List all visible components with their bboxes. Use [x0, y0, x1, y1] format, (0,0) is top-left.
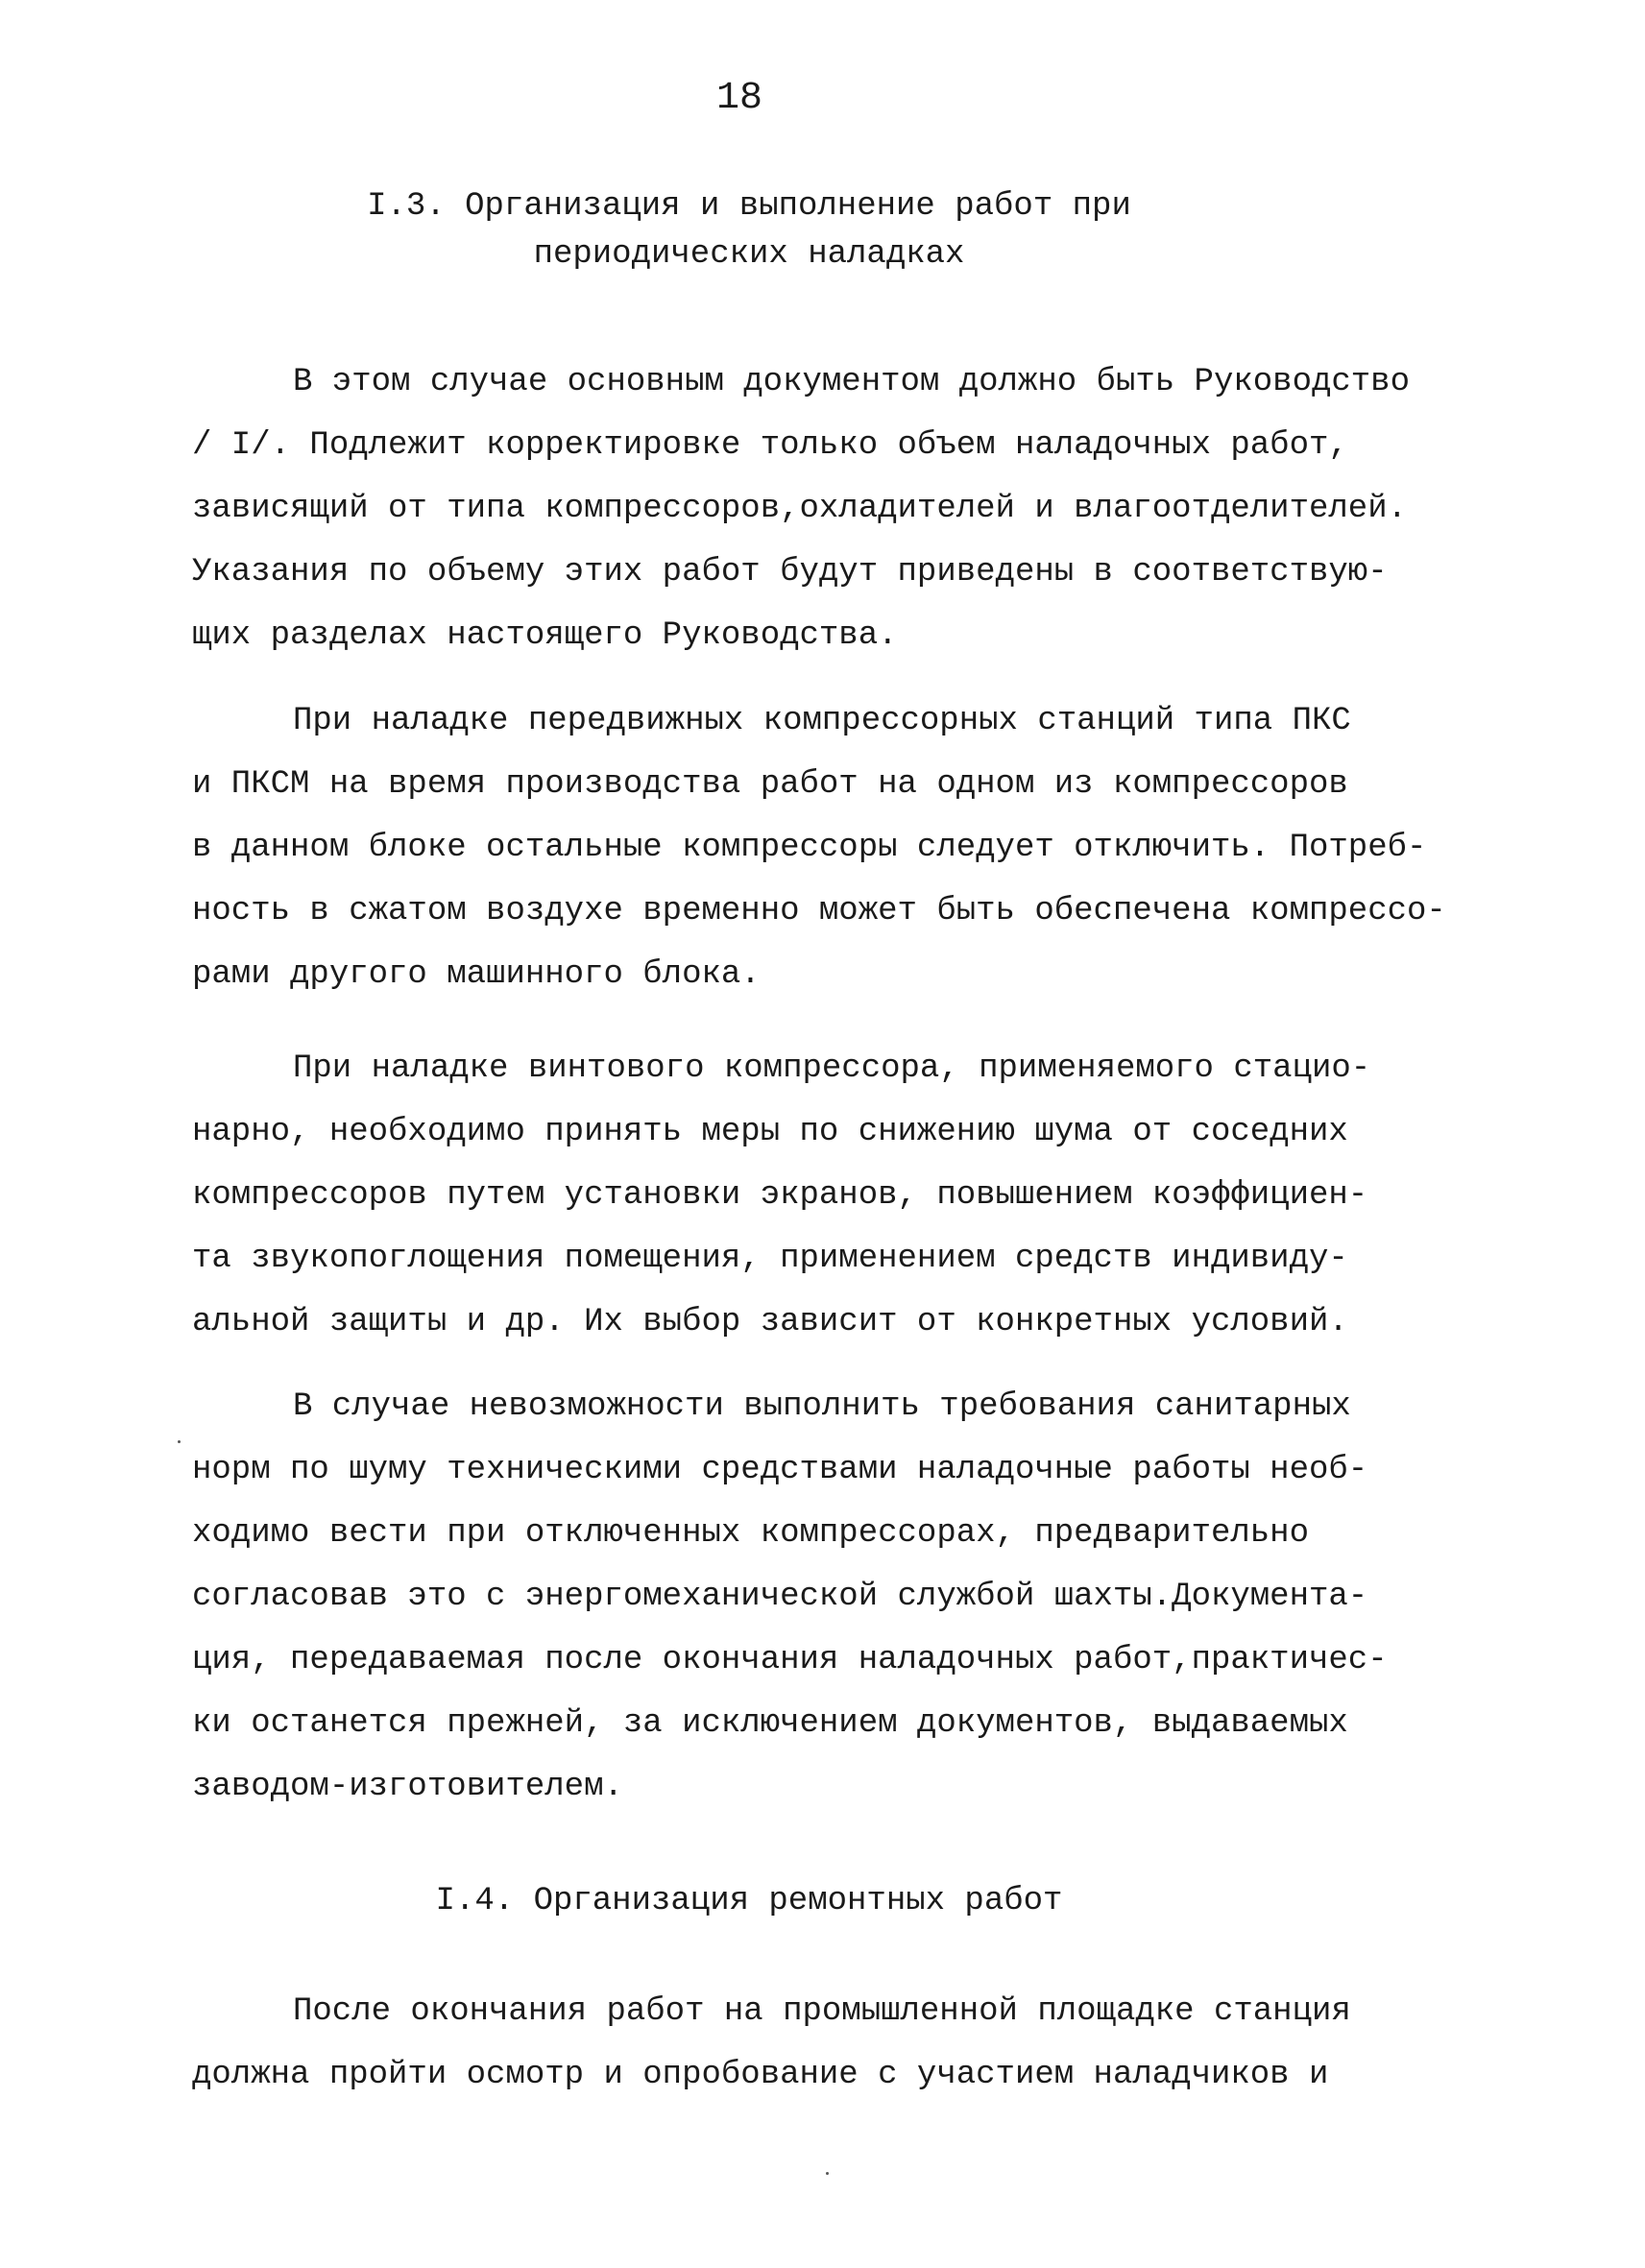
text-line: В этом случае основным документом должно быть Руководство [293, 364, 1410, 400]
text-line: альной защиты и др. Их выбор зависит от конкретных условий. [192, 1304, 1348, 1340]
text-line: При наладке винтового компрессора, применяемого стацио- [293, 1050, 1371, 1087]
text-line: норм по шуму техническими средствами наладочные работы необ- [192, 1452, 1368, 1488]
text-line: и ПКСМ на время производства работ на одном из компрессоров [192, 766, 1348, 803]
paragraph-2 [192, 689, 1460, 1006]
text-line: зависящий от типа компрессоров,охладителей и влагоотделителей. [192, 491, 1408, 527]
heading-line: периодических наладках [533, 236, 965, 273]
text-line: / I/. Подлежит корректировке только объем наладочных работ, [192, 427, 1348, 464]
text-line: должна пройти осмотр и опробование с участием наладчиков и [192, 2057, 1329, 2093]
text-line: ция, передаваемая после окончания наладочных работ,практичес- [192, 1642, 1388, 1678]
text-line: Указания по объему этих работ будут приведены в соответствую- [192, 554, 1388, 591]
text-line: в данном блоке остальные компрессоры следует отключить. Потреб- [192, 830, 1427, 866]
page-number: 18 [715, 77, 762, 120]
text-line: ки останется прежней, за исключением документов, выдаваемых [192, 1705, 1348, 1742]
text-line: та звукопоглощения помещения, применением средств индивиду- [192, 1241, 1348, 1277]
scan-speck [178, 1440, 181, 1443]
text-line: ходимо вести при отключенных компрессорах, предварительно [192, 1515, 1309, 1552]
text-line: щих разделах настоящего Руководства. [192, 617, 898, 654]
paragraph-4 [192, 1375, 1460, 1819]
heading-line: I.4. Организация ремонтных работ [435, 1883, 1063, 1919]
paragraph-3 [192, 1037, 1460, 1354]
text-line: заводом-изготовителем. [192, 1769, 623, 1805]
text-line: рами другого машинного блока. [192, 956, 761, 993]
section-heading-1-3 [0, 182, 1498, 278]
heading-line: I.3. Организация и выполнение работ при [367, 188, 1131, 225]
paragraph-1 [192, 350, 1460, 667]
text-line: компрессоров путем установки экранов, повышением коэффициен- [192, 1177, 1368, 1214]
text-line: нарно, необходимо принять меры по снижению шума от соседних [192, 1114, 1348, 1150]
paragraph-5 [192, 1980, 1460, 2107]
scan-speck [826, 2172, 829, 2175]
text-line: ность в сжатом воздухе временно может быть обеспечена компрессо- [192, 893, 1446, 929]
text-line: При наладке передвижных компрессорных станций типа ПКС [293, 703, 1351, 739]
text-line: В случае невозможности выполнить требования санитарных [293, 1388, 1351, 1425]
text-line: После окончания работ на промышленной площадке станция [293, 1993, 1351, 2030]
section-heading-1-4 [0, 1877, 1498, 1925]
text-line: согласовав это с энергомеханической службой шахты.Документа- [192, 1579, 1368, 1615]
